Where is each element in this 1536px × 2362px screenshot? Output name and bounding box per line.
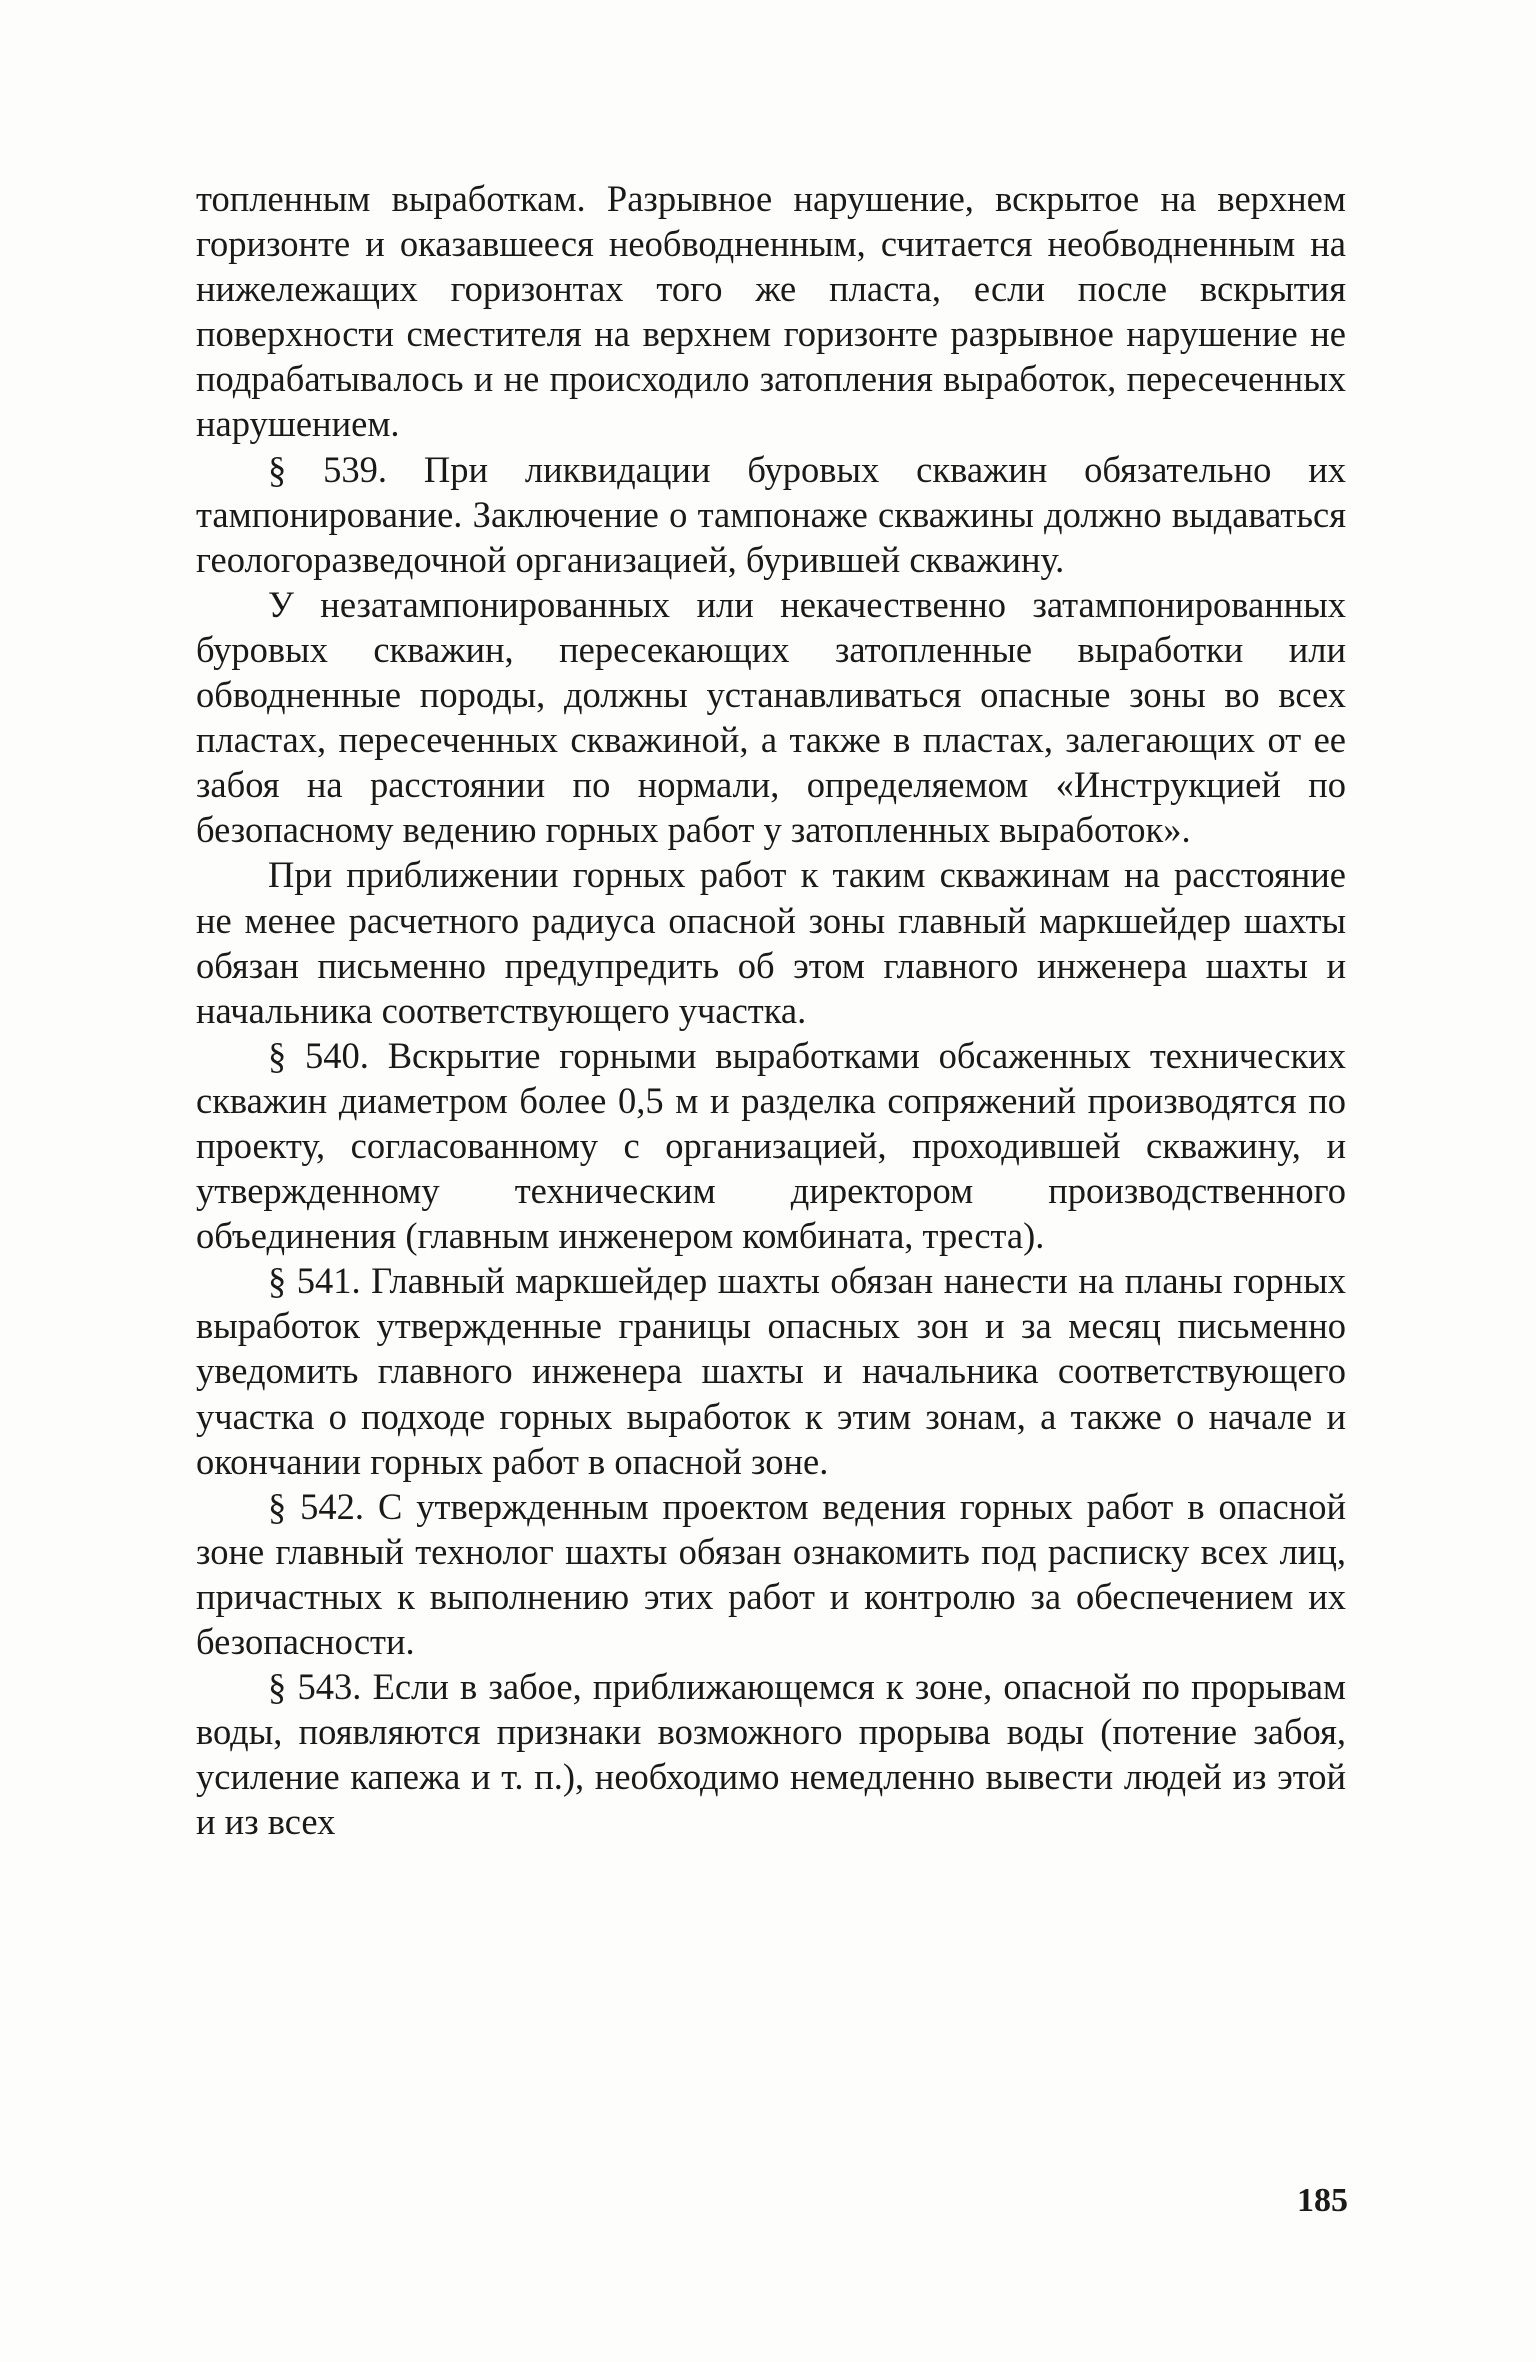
- paragraph-section-540: § 540. Вскрытие горными выработками обсаженных технических скважин диаметром более 0,5 м и разделка сопряжений производятся по проекту, согласованному с организацией, проходившей скважину, и утвержденному техническим директором производственного объединения (главным инженером комбината, треста).: [196, 1034, 1346, 1257]
- paragraph-unplugged-boreholes: У незатампонированных или некачественно затампонированных буровых скважин, пересекающих затопленные выработки или обводненные породы, должны устанавливаться опасные зоны во всех пластах, пересеченных скважиной, а также в пластах, залегающих от ее забоя на расстоянии по нормали, определяемом «Инструкцией по безопасному ведению горных работ у затопленных выработок».: [196, 583, 1346, 851]
- paragraph-section-542: § 542. С утвержденным проектом ведения горных работ в опасной зоне главный технолог шахты обязан ознакомить под расписку всех лиц, причастных к выполнению этих работ и контролю за обеспечением их безопасности.: [196, 1485, 1346, 1662]
- paragraph-section-543: § 543. Если в забое, приближающемся к зоне, опасной по прорывам воды, появляются признаки возможного прорыва воды (потение забоя, усиление капежа и т. п.), необходимо немедленно вывести людей из этой и из всех: [196, 1666, 1346, 1843]
- page-number: 185: [1297, 2182, 1348, 2219]
- paragraph-section-539: § 539. При ликвидации буровых скважин обязательно их тампонирование. Заключение о тампонаже скважины должно выдаваться геологоразведочной организацией, бурившей скважину.: [196, 448, 1346, 580]
- paragraph-approach-warning: При приближении горных работ к таким скважинам на расстояние не менее расчетного радиуса опасной зоны главный маркшейдер шахты обязан письменно предупредить об этом главного инженера шахты и начальника соответствующего участка.: [196, 854, 1346, 1031]
- page-body-text: [196, 176, 1346, 1844]
- paragraph-section-541: § 541. Главный маркшейдер шахты обязан нанести на планы горных выработок утвержденные границы опасных зон и за месяц письменно уведомить главного инженера шахты и начальника соответствующего участка о подходе горных выработок к этим зонам, а также о начале и окончании горных работ в опасной зоне.: [196, 1260, 1346, 1482]
- paragraph-continuation: топленным выработкам. Разрывное нарушение, вскрытое на верхнем горизонте и оказавшееся необводненным, считается необводненным на нижележащих горизонтах того же пласта, если после вскрытия поверхности сместителя на верхнем горизонте разрывное нарушение не подрабатывалось и не происходило затопления выработок, пересеченных нарушением.: [196, 178, 1346, 445]
